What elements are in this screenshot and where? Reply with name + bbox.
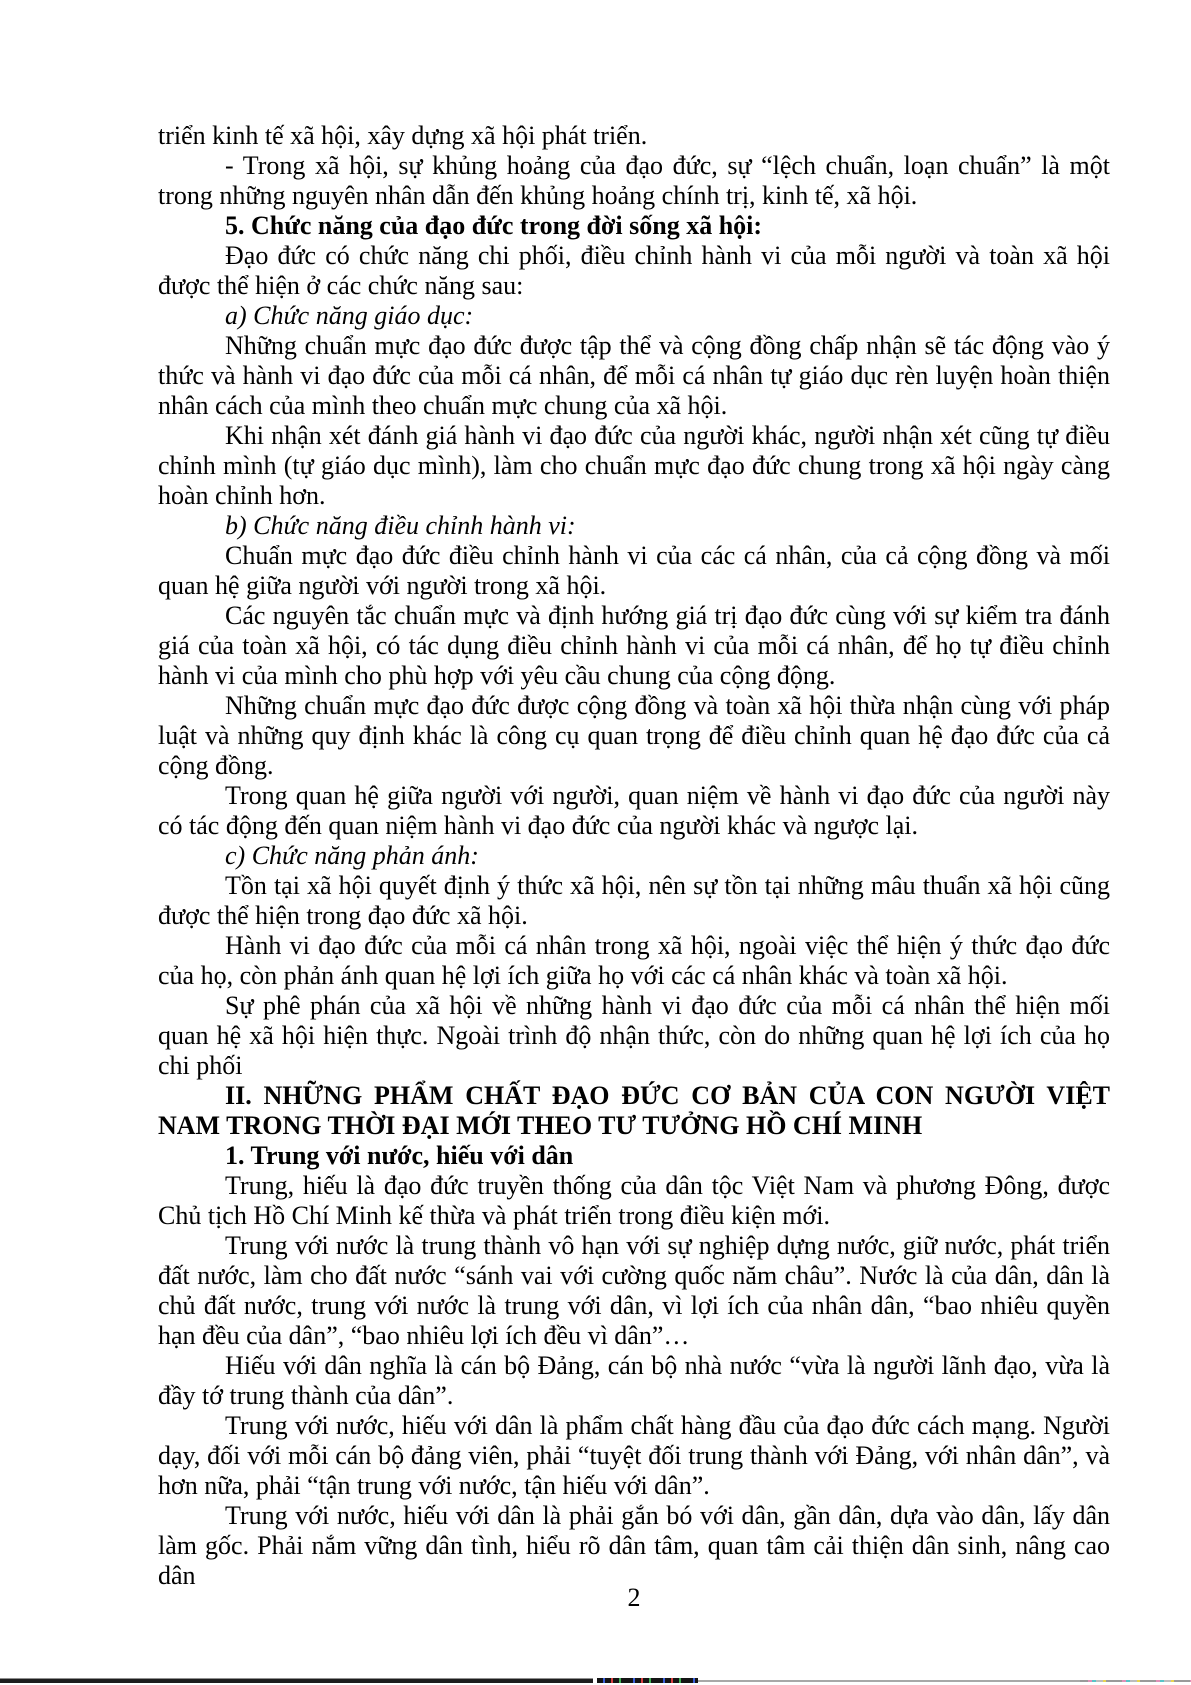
taskbar-sliver-line [698,1680,1080,1682]
sub-heading: a) Chức năng giáo dục: [225,301,474,330]
paragraph: triển kinh tế xã hội, xây dựng xã hội phát triển. [158,121,648,150]
sub-heading: b) Chức năng điều chỉnh hành vi: [225,511,576,540]
paragraph: Chuẩn mực đạo đức điều chỉnh hành vi của các cá nhân, của cả cộng đồng và mối quan hệ giữa người với người trong xã hội. [158,541,1110,600]
section-heading: 5. Chức năng của đạo đức trong đời sống xã hội: [225,211,763,240]
paragraph: Đạo đức có chức năng chi phối, điều chỉnh hành vi của mỗi người và toàn xã hội được thể hiện ở các chức năng sau: [158,241,1110,300]
paragraph: Tồn tại xã hội quyết định ý thức xã hội, nên sự tồn tại những mâu thuẩn xã hội cũng được thể hiện trong đạo đức xã hội. [158,871,1110,930]
page-text [158,121,1110,1591]
paragraph: Các nguyên tắc chuẩn mực và định hướng giá trị đạo đức cùng với sự kiểm tra đánh giá của toàn xã hội, có tác dụng điều chỉnh hành vi của mỗi cá nhân, để họ tự điều chỉnh hành vi của mình cho phù hợp với yêu cầu chung của cộng động. [158,601,1110,690]
paragraph: Hành vi đạo đức của mỗi cá nhân trong xã hội, ngoài việc thể hiện ý thức đạo đức của họ, còn phản ánh quan hệ lợi ích giữa họ với các cá nhân khác và toàn xã hội. [158,931,1110,990]
taskbar-sliver-icons [597,1678,698,1683]
section-heading: II. NHỮNG PHẨM CHẤT ĐẠO ĐỨC CƠ BẢN CỦA CON NGƯỜI VIỆT NAM TRONG THỜI ĐẠI MỚI THEO TƯ TƯỞNG HỒ CHÍ MINH [158,1081,1110,1140]
paragraph: Trung với nước là trung thành vô hạn với sự nghiệp dựng nước, giữ nước, phát triển đất nước, làm cho đất nước “sánh vai với cường quốc năm châu”. Nước là của dân, dân là chủ đất nước, trung với nước là trung với dân, vì lợi ích của nhân dân, “bao nhiêu quyền hạn đều của dân”, “bao nhiêu lợi ích đều vì dân”… [158,1231,1110,1350]
page-number: 2 [627,1583,641,1612]
paragraph: Trong quan hệ giữa người với người, quan niệm về hành vi đạo đức của người này có tác động đến quan niệm hành vi đạo đức của người khác và ngược lại. [158,781,1110,840]
section-heading: 1. Trung với nước, hiếu với dân [225,1141,574,1170]
paragraph: Trung với nước, hiếu với dân là phải gắn bó với dân, gần dân, dựa vào dân, lấy dân làm gốc. Phải nắm vững dân tình, hiểu rõ dân tâm, quan tâm cải thiện dân sinh, nâng cao dân [158,1501,1110,1590]
paragraph: Những chuẩn mực đạo đức được tập thể và cộng đồng chấp nhận sẽ tác động vào ý thức và hành vi đạo đức của mỗi cá nhân, để mỗi cá nhân tự giáo dục rèn luyện hoàn thiện nhân cách của mình theo chuẩn mực chung của xã hội. [158,331,1110,420]
paragraph: Trung, hiếu là đạo đức truyền thống của dân tộc Việt Nam và phương Đông, được Chủ tịch Hồ Chí Minh kế thừa và phát triển trong điều kiện mới. [158,1171,1110,1230]
taskbar-sliver-dashes [1080,1680,1191,1682]
sub-heading: c) Chức năng phản ánh: [225,841,479,870]
paragraph: - Trong xã hội, sự khủng hoảng của đạo đức, sự “lệch chuẩn, loạn chuẩn” là một trong những nguyên nhân dẫn đến khủng hoảng chính trị, kinh tế, xã hội. [158,151,1110,210]
paragraph: Hiếu với dân nghĩa là cán bộ Đảng, cán bộ nhà nước “vừa là người lãnh đạo, vừa là đầy tớ trung thành của dân”. [158,1351,1110,1410]
paragraph: Khi nhận xét đánh giá hành vi đạo đức của người khác, người nhận xét cũng tự điều chỉnh mình (tự giáo dục mình), làm cho chuẩn mực đạo đức chung trong xã hội ngày càng hoàn chỉnh hơn. [158,421,1110,510]
paragraph: Sự phê phán của xã hội về những hành vi đạo đức của mỗi cá nhân thể hiện mối quan hệ xã hội hiện thực. Ngoài trình độ nhận thức, còn do những quan hệ lợi ích của họ chi phối [158,991,1110,1080]
bottom-edge-artifact [0,1676,1191,1685]
paragraph: Trung với nước, hiếu với dân là phẩm chất hàng đầu của đạo đức cách mạng. Người dạy, đối với mỗi cán bộ đảng viên, phải “tuyệt đối trung thành với Đảng, với nhân dân”, và hơn nữa, phải “tận trung với nước, tận hiếu với dân”. [158,1411,1110,1500]
taskbar-sliver-dark [0,1678,593,1683]
paragraph: Những chuẩn mực đạo đức được cộng đồng và toàn xã hội thừa nhận cùng với pháp luật và những quy định khác là công cụ quan trọng để điều chỉnh quan hệ đạo đức của cả cộng đồng. [158,691,1110,780]
